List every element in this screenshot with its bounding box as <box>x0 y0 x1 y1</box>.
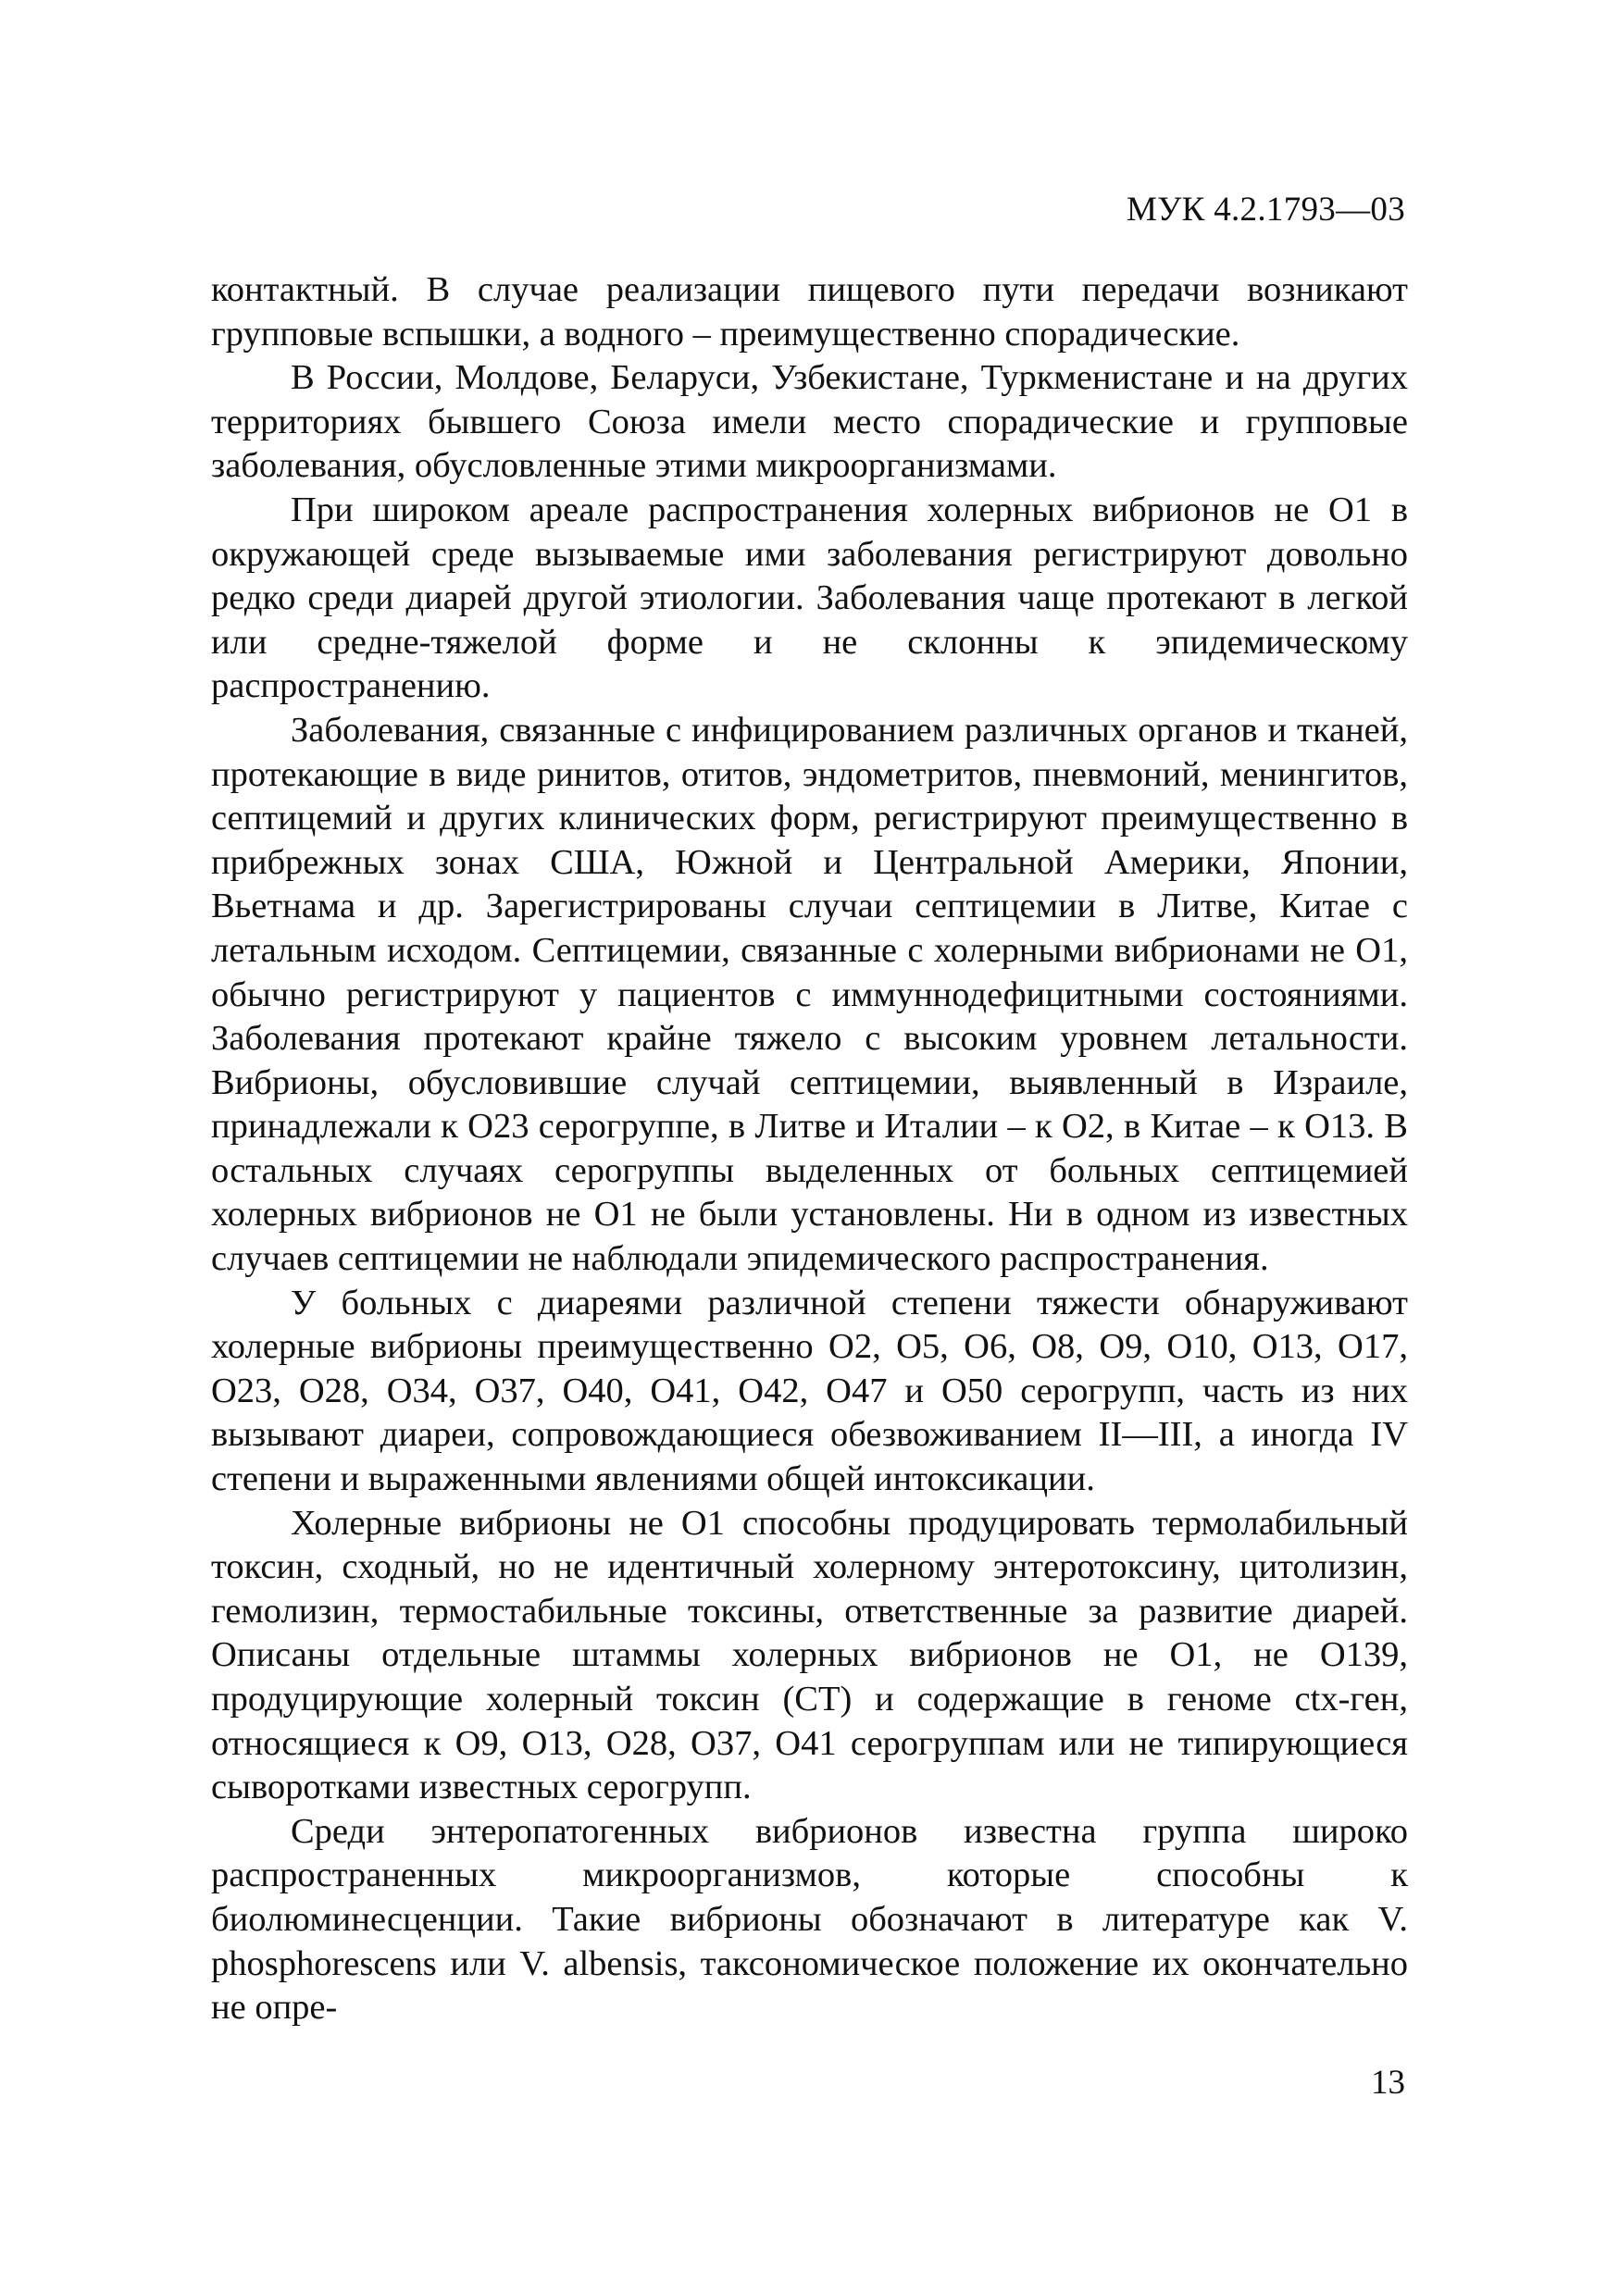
paragraph: В России, Молдове, Беларуси, Узбекистане, Туркменистане и на других территориях бывшего Союза имели место спорадические и групповые заболевания, обусловленные этими микроорганизмами. <box>211 358 1408 486</box>
paragraph-continuation: контактный. В случае реализации пищевого пути передачи возникают групповые вспышки, а водного – преимущественно спорадические. <box>211 270 1408 354</box>
page-number: 13 <box>1371 2064 1405 2102</box>
paragraph: Холерные вибрионы не О1 способны продуцировать термолабильный токсин, сходный, но не идентичный холерному энтеротоксину, цитолизин, гемолизин, термостабильные токсины, ответственные за развитие диарей. Описаны отдельные штаммы холерных вибрионов не О1, не О139, продуцирующие холерный токсин (СТ) и содержащие в геноме ctx-ген, относящиеся к О9, О13, О28, О37, О41 серогруппам или не типирующиеся сыворотками известных серогрупп. <box>211 1503 1408 1807</box>
paragraph: При широком ареале распространения холерных вибрионов не О1 в окружающей среде вызываемые ими заболевания регистрируют довольно редко среди диарей другой этиологии. Заболевания чаще протекают в легкой или средне-тяжелой форме и не склонны к эпидемическому распространению. <box>211 490 1408 706</box>
document-code-header: МУК 4.2.1793—03 <box>1126 191 1405 229</box>
body-text <box>211 268 1408 2030</box>
paragraph: У больных с диареями различной степени тяжести обнаруживают холерные вибрионы преимущественно О2, О5, О6, О8, О9, О10, О13, О17, О23, О28, О34, О37, О40, О41, О42, О47 и О50 серогрупп, часть из них вызывают диареи, сопровождающиеся обезвоживанием II—III, а иногда IV степени и выраженными явлениями общей интоксикации. <box>211 1283 1408 1499</box>
paragraph: Среди энтеропатогенных вибрионов известна группа широко распространенных микроорганизмов, которые способны к биолюминесценции. Такие вибрионы обозначают в литературе как V. phosphorescens или V. albensis, таксономическое положение их окончательно не опре- <box>211 1811 1408 2028</box>
paragraph: Заболевания, связанные с инфицированием различных органов и тканей, протекающие в виде ринитов, отитов, эндометритов, пневмоний, менингитов, септицемий и других клинических форм, регистрируют преимущественно в прибрежных зонах США, Южной и Центральной Америки, Японии, Вьетнама и др. Зарегистрированы случаи септицемии в Литве, Китае с летальным исходом. Септицемии, связанные с холерными вибрионами не О1, обычно регистрируют у пациентов с иммуннодефицитными состояниями. Заболевания протекают крайне тяжело с высоким уровнем летальности. Вибрионы, обусловившие случай септицемии, выявленный в Израиле, принадлежали к О23 серогруппе, в Литве и Италии – к О2, в Китае – к О13. В остальных случаях серогруппы выделенных от больных септицемией холерных вибрионов не О1 не были установлены. Ни в одном из известных случаев септицемии не наблюдали эпидемического распространения. <box>211 710 1408 1279</box>
